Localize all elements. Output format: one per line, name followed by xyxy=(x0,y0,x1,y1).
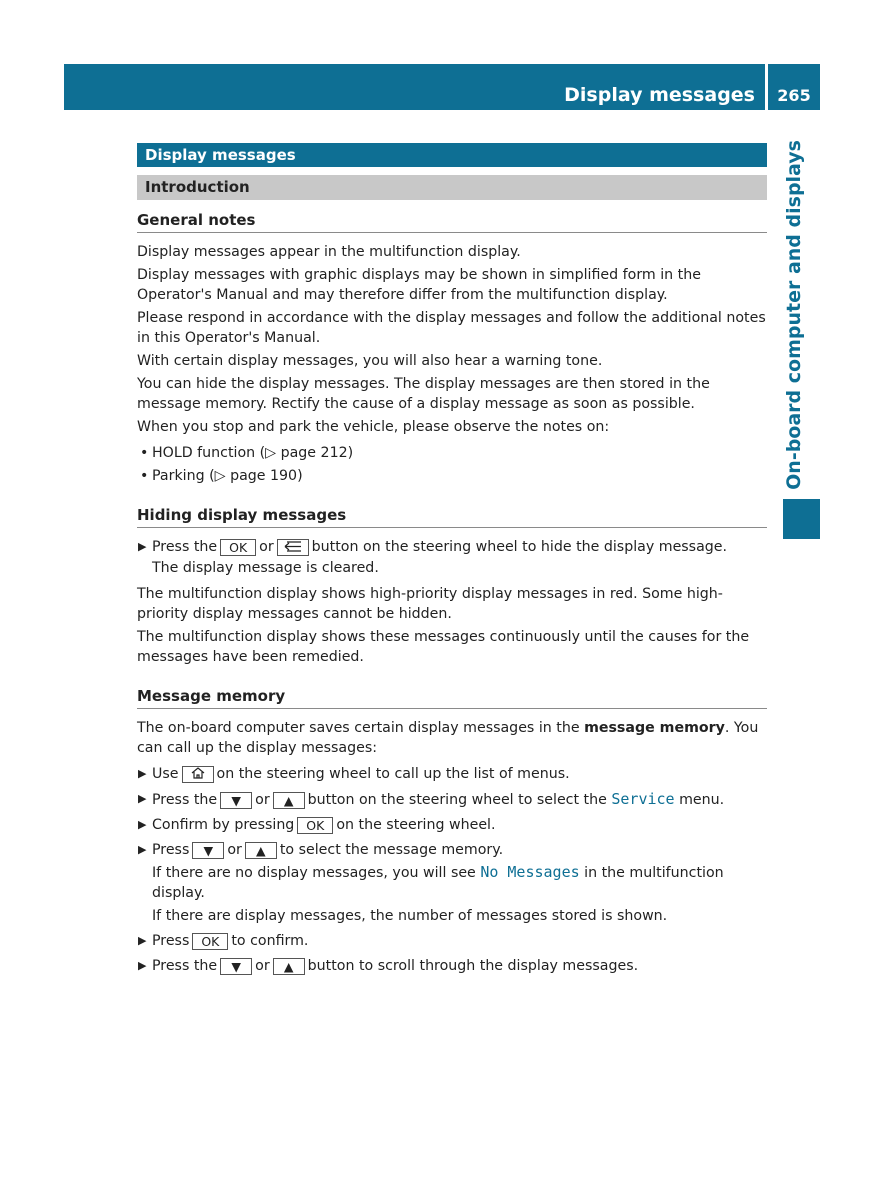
memory-step-1: ▶ Use on the steering wheel to call up the list of menus. xyxy=(138,766,570,782)
paragraph: Display messages with graphic displays may be shown in simplified form in the Operator's Manual and may therefore differ from the multifunction display. xyxy=(137,267,701,303)
up-key-icon: ▲ xyxy=(273,958,305,975)
header-title: Display messages xyxy=(564,84,755,106)
bullet-item-hold: • HOLD function (▷ page 212) xyxy=(137,443,767,463)
side-tab-marker xyxy=(783,499,820,539)
back-key-icon xyxy=(277,539,309,556)
page-number: 265 xyxy=(777,86,811,105)
section-title: Display messages xyxy=(137,143,767,167)
paragraph: With certain display messages, you will also hear a warning tone. xyxy=(137,353,603,369)
paragraph: Please respond in accordance with the display messages and follow the additional notes in this Operator's Manual. xyxy=(137,310,766,346)
bullet-item-parking: • Parking (▷ page 190) xyxy=(137,466,767,486)
up-key-icon: ▲ xyxy=(245,842,277,859)
up-key-icon: ▲ xyxy=(273,792,305,809)
memory-step-3: ▶ Confirm by pressing OK on the steering wheel. xyxy=(138,817,496,833)
memory-step-4: ▶ Press ▼ or ▲ to select the message memory. xyxy=(138,842,504,858)
side-tab xyxy=(768,140,820,490)
memory-heading: Message memory xyxy=(137,685,767,709)
paragraph: When you stop and park the vehicle, please observe the notes on: xyxy=(137,419,610,435)
memory-step-6: ▶ Press the ▼ or ▲ button to scroll through the display messages. xyxy=(138,958,639,974)
page-number-box xyxy=(768,64,820,110)
memory-step-4-note-2: If there are display messages, the number of messages stored is shown. xyxy=(152,908,668,924)
memory-step-4-note-1: If there are no display messages, you will see No Messages in the multifunction display. xyxy=(152,863,724,901)
general-notes-heading: General notes xyxy=(137,209,767,233)
paragraph: The multifunction display shows these messages continuously until the causes for the messages have been remedied. xyxy=(137,629,750,665)
memory-intro: The on-board computer saves certain display messages in the message memory. You can call up the display messages: xyxy=(137,720,759,756)
bullet-list xyxy=(137,443,767,486)
ok-key-icon: OK xyxy=(220,539,256,556)
subsection-title: Introduction xyxy=(137,175,767,200)
memory-step-5: ▶ Press OK to confirm. xyxy=(138,933,309,949)
paragraph: Display messages appear in the multifunction display. xyxy=(137,244,521,260)
home-key-icon xyxy=(182,766,214,783)
page-content xyxy=(137,143,767,981)
display-text-service: Service xyxy=(611,790,675,808)
down-key-icon: ▼ xyxy=(220,958,252,975)
step-arrow-icon: ▶ xyxy=(138,959,147,972)
down-key-icon: ▼ xyxy=(192,842,224,859)
step-arrow-icon: ▶ xyxy=(138,540,147,553)
step-result: The display message is cleared. xyxy=(152,560,379,576)
step-arrow-icon: ▶ xyxy=(138,792,147,805)
step-arrow-icon: ▶ xyxy=(138,818,147,831)
step-arrow-icon: ▶ xyxy=(138,843,147,856)
ok-key-icon: OK xyxy=(297,817,333,834)
step-arrow-icon: ▶ xyxy=(138,767,147,780)
side-tab-label: On-board computer and displays xyxy=(783,140,805,490)
ok-key-icon: OK xyxy=(192,933,228,950)
header-bar xyxy=(64,64,765,110)
down-key-icon: ▼ xyxy=(220,792,252,809)
hiding-heading: Hiding display messages xyxy=(137,504,767,528)
paragraph: The multifunction display shows high-priority display messages in red. Some high-priority display messages cannot be hidden. xyxy=(137,586,723,622)
step-arrow-icon: ▶ xyxy=(138,934,147,947)
hiding-step: ▶ Press the OK or button on the steering wheel to hide the display message. xyxy=(138,539,728,555)
memory-step-2: ▶ Press the ▼ or ▲ button on the steering wheel to select the Service menu. xyxy=(138,790,725,808)
paragraph: You can hide the display messages. The display messages are then stored in the message memory. Rectify the cause of a display message as soon as possible. xyxy=(137,376,710,412)
display-text-no-messages: No Messages xyxy=(480,863,580,881)
